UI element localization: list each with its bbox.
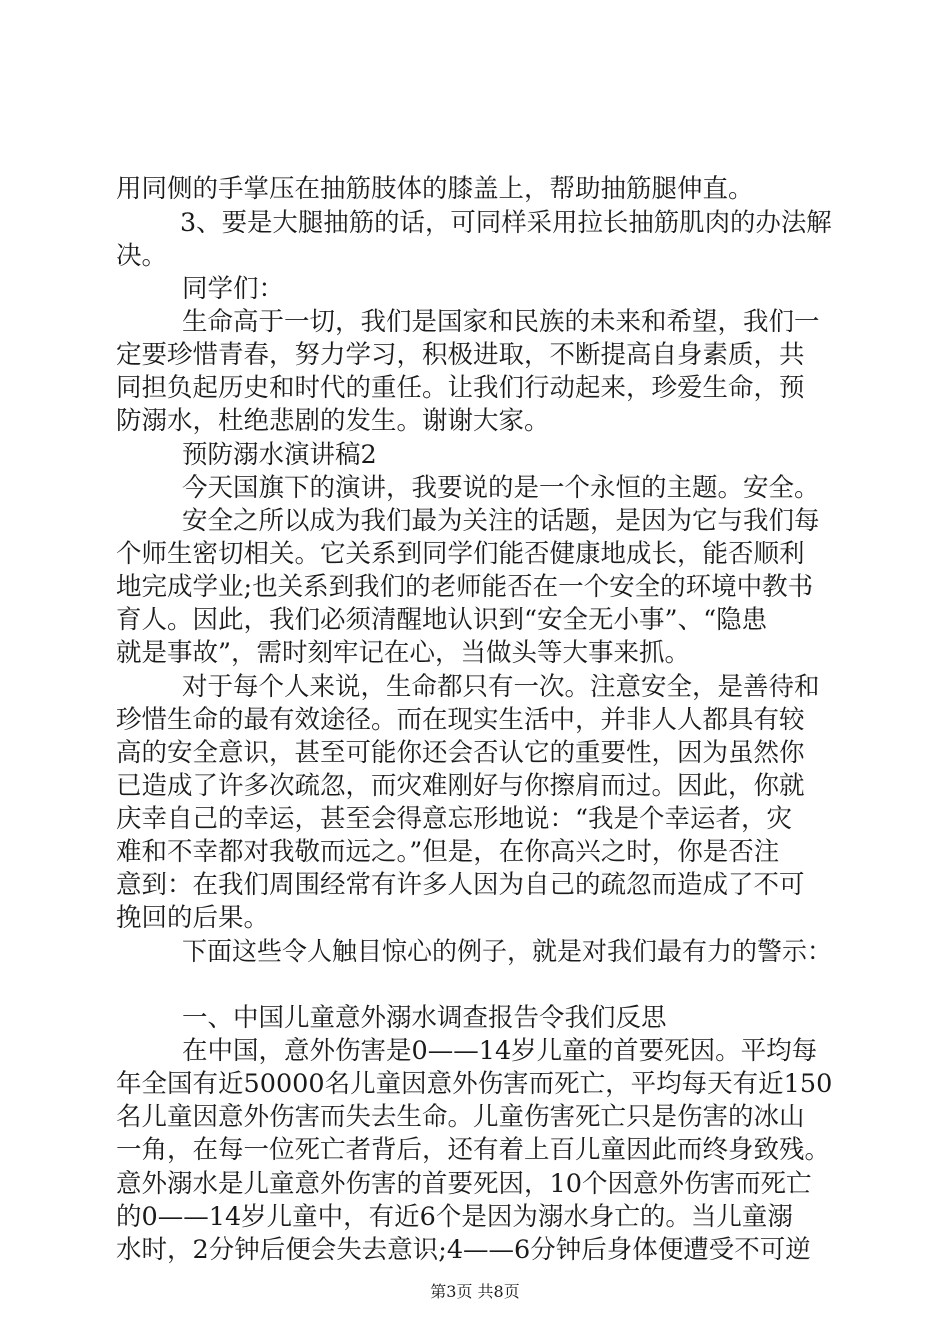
text-line: 定要珍惜青春，努力学习，积极进取，不断提高自身素质，共 bbox=[116, 340, 805, 370]
text-line: 就是事故”，需时刻牢记在心，当做头等大事来抓。 bbox=[116, 638, 691, 668]
text-line: 3、要是大腿抽筋的话，可同样采用拉长抽筋肌肉的办法解 bbox=[180, 208, 832, 238]
text-line: 已造成了许多次疏忽，而灾难刚好与你擦肩而过。因此，你就 bbox=[116, 771, 805, 801]
text-line: 一角，在每一位死亡者背后，还有着上百儿童因此而终身致残。 bbox=[116, 1135, 831, 1165]
text-line: 同学们： bbox=[182, 274, 285, 304]
text-line: 高的安全意识，甚至可能你还会否认它的重要性，因为虽然你 bbox=[116, 738, 805, 768]
section-heading: 预防溺水演讲稿2 bbox=[182, 440, 377, 470]
text-line: 的0——14岁儿童中，有近6个是因为溺水身亡的。当儿童溺 bbox=[116, 1202, 793, 1232]
text-line: 用同侧的手掌压在抽筋肢体的膝盖上，帮助抽筋腿伸直。 bbox=[116, 174, 754, 204]
text-line: 决。 bbox=[116, 241, 168, 271]
text-line: 下面这些令人触目惊心的例子，就是对我们最有力的警示： bbox=[182, 937, 833, 967]
text-line: 名儿童因意外伤害而失去生命。儿童伤害死亡只是伤害的冰山 bbox=[116, 1102, 805, 1132]
text-line: 在中国，意外伤害是0——14岁儿童的首要死因。平均每 bbox=[182, 1036, 818, 1066]
text-line: 难和不幸都对我敬而远之。”但是，在你高兴之时，你是否注 bbox=[116, 837, 780, 867]
text-line: 挽回的后果。 bbox=[116, 903, 270, 933]
text-line: 防溺水，杜绝悲剧的发生。谢谢大家。 bbox=[116, 406, 550, 436]
text-line: 意到：在我们周围经常有许多人因为自己的疏忽而造成了不可 bbox=[116, 870, 805, 900]
text-line: 庆幸自己的幸运，甚至会得意忘形地说：“我是个幸运者，灾 bbox=[116, 804, 793, 834]
section-heading: 一、中国儿童意外溺水调查报告令我们反思 bbox=[182, 1003, 667, 1033]
page-number-footer: 第3页 共8页 bbox=[430, 1282, 520, 1301]
text-line: 水时，2分钟后便会失去意识;4——6分钟后身体便遭受不可逆 bbox=[116, 1235, 811, 1265]
text-line: 年全国有近50000名儿童因意外伤害而死亡，平均每天有近150 bbox=[116, 1069, 833, 1099]
text-line: 对于每个人来说，生命都只有一次。注意安全，是善待和 bbox=[182, 672, 820, 702]
text-line: 地完成学业;也关系到我们的老师能否在一个安全的环境中教书 bbox=[116, 572, 814, 602]
text-line: 生命高于一切，我们是国家和民族的未来和希望，我们一 bbox=[182, 307, 820, 337]
text-line: 育人。因此，我们必须清醒地认识到“安全无小事”、“隐患 bbox=[116, 605, 768, 635]
text-line: 安全之所以成为我们最为关注的话题，是因为它与我们每 bbox=[182, 506, 820, 536]
text-line: 同担负起历史和时代的重任。让我们行动起来，珍爱生命，预 bbox=[116, 373, 805, 403]
text-line: 珍惜生命的最有效途径。而在现实生活中，并非人人都具有较 bbox=[116, 705, 805, 735]
text-line: 今天国旗下的演讲，我要说的是一个永恒的主题。安全。 bbox=[182, 473, 820, 503]
text-line: 意外溺水是儿童意外伤害的首要死因，10个因意外伤害而死亡 bbox=[116, 1169, 812, 1199]
text-line: 个师生密切相关。它关系到同学们能否健康地成长，能否顺利 bbox=[116, 539, 805, 569]
